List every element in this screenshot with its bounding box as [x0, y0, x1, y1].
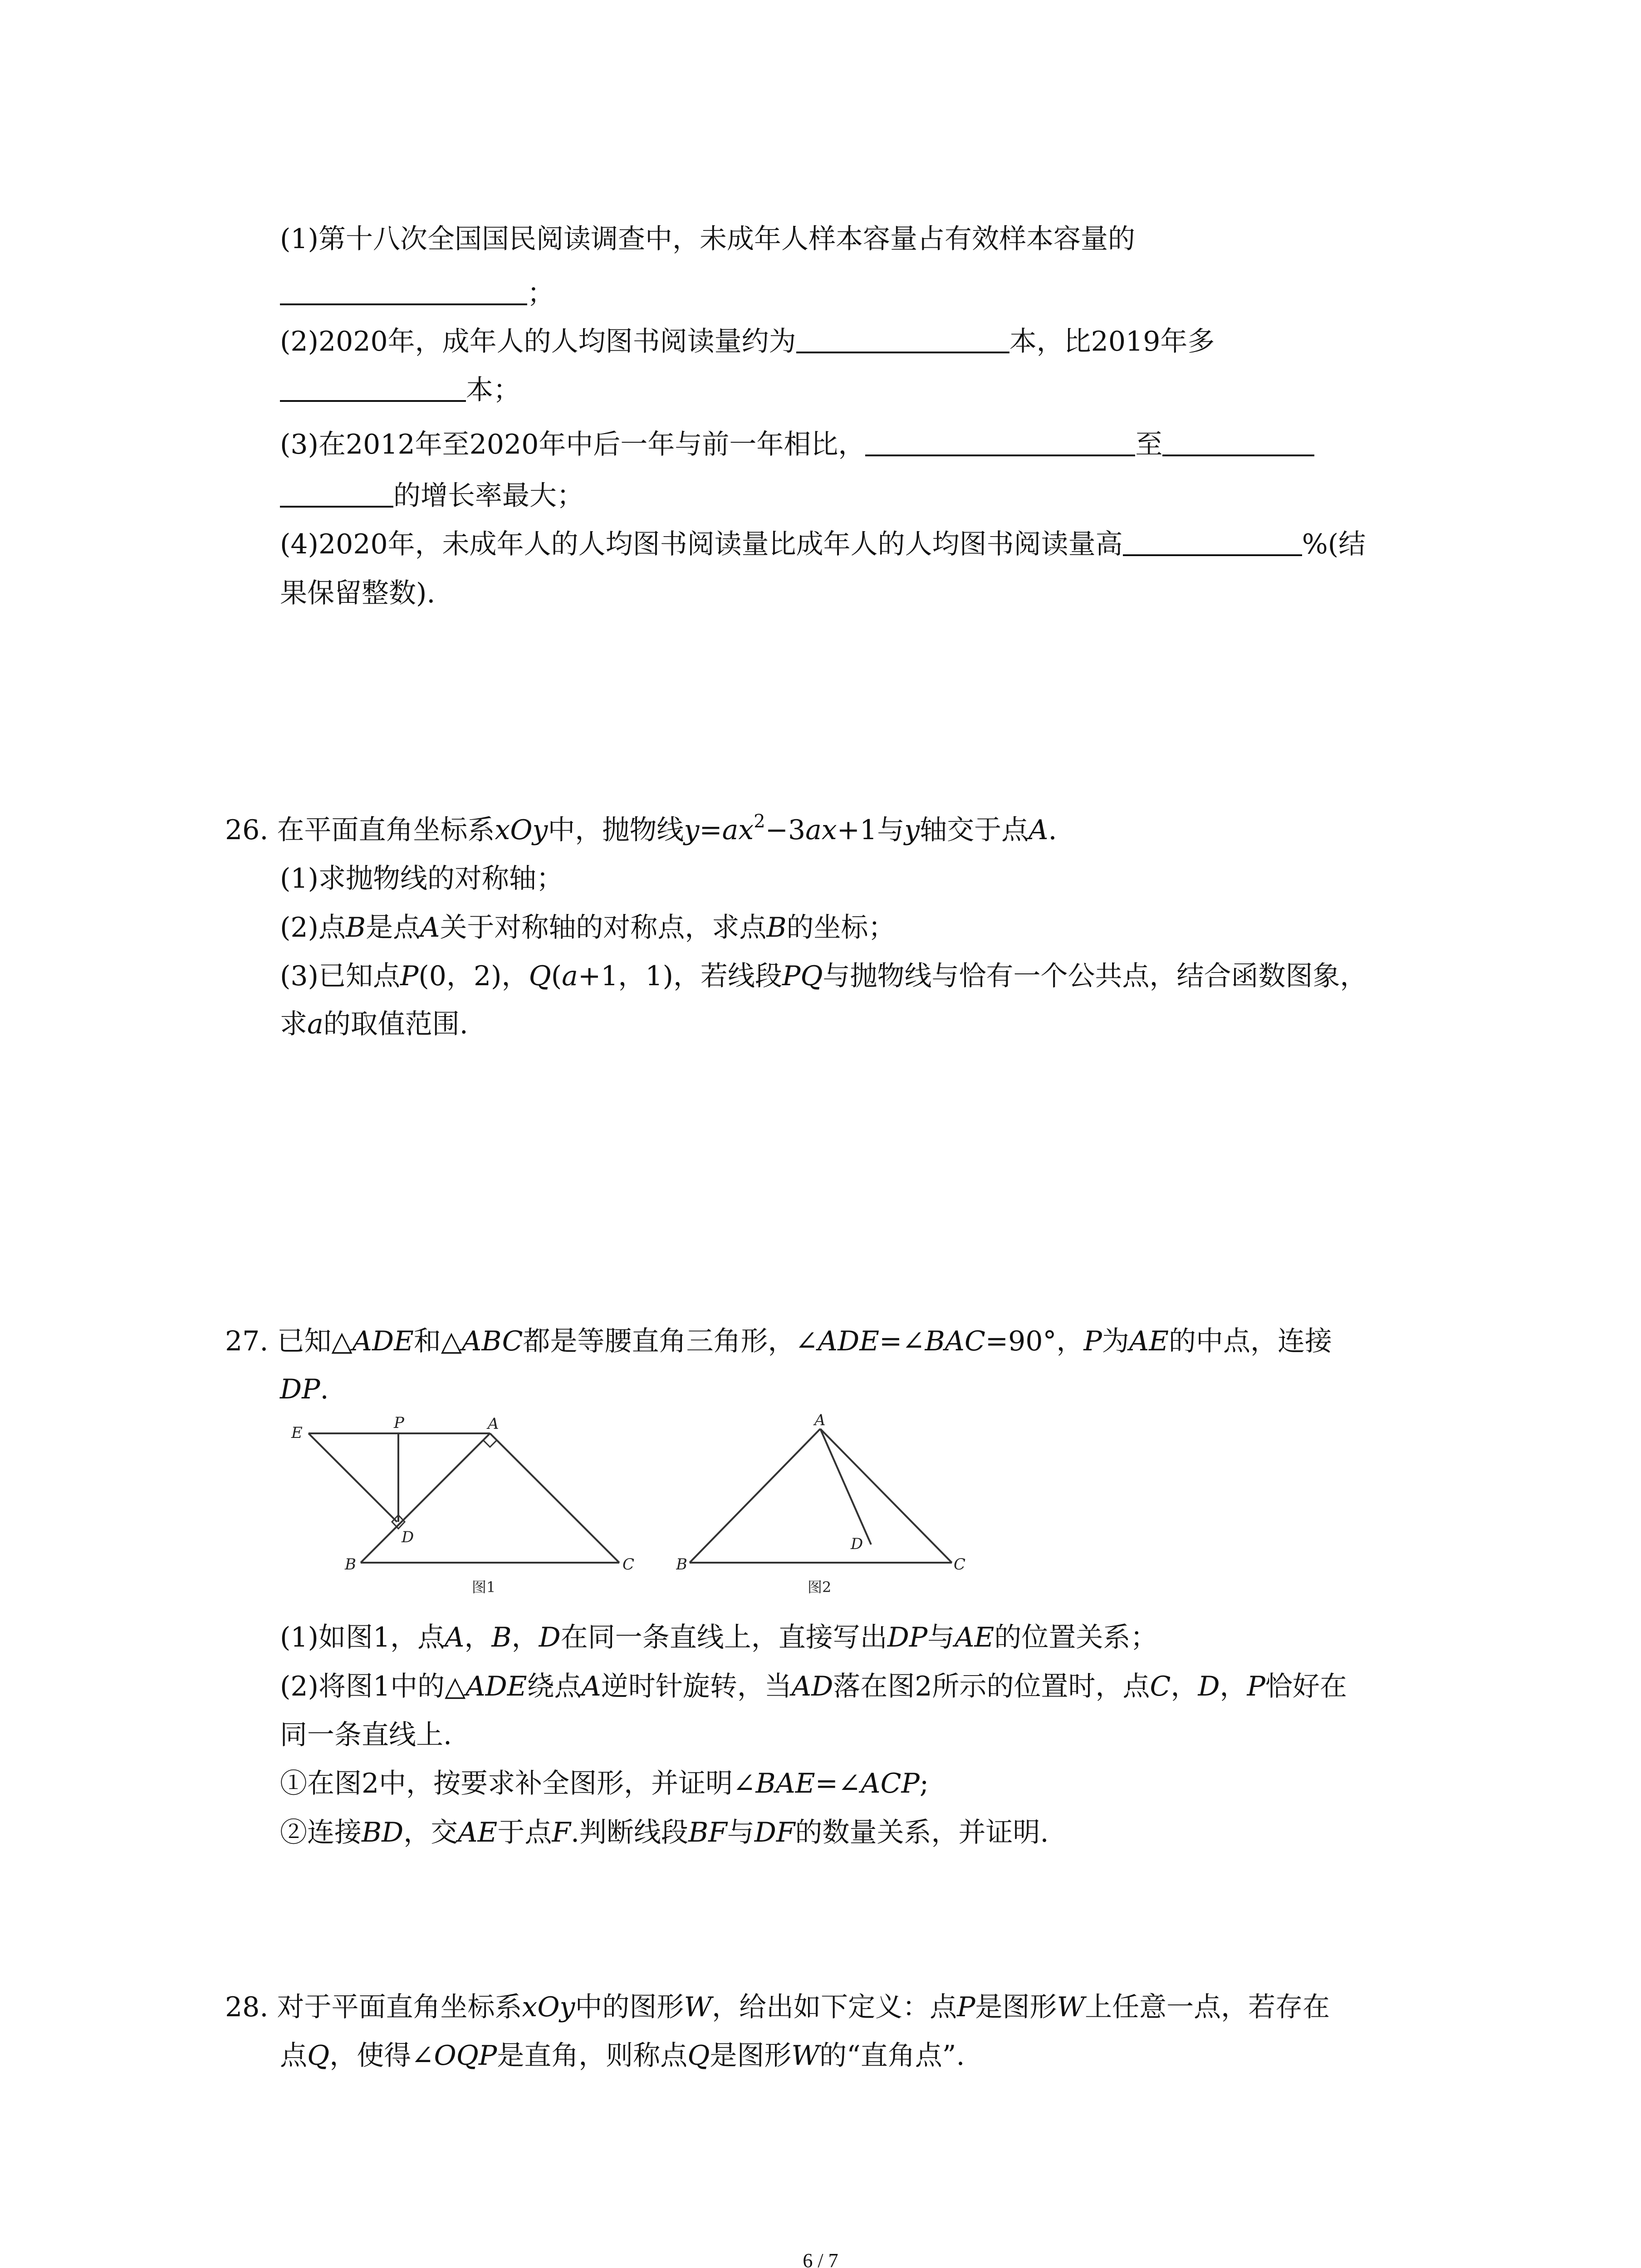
text: 的“直角点”.	[819, 2040, 965, 2072]
text: 是图形	[710, 2040, 792, 2072]
q25-part2-text-b: 本，比2019年多	[1009, 326, 1215, 357]
math-var: y	[904, 814, 920, 846]
math-var: P	[957, 1991, 975, 2023]
q25-part3-cont	[280, 480, 584, 512]
text: .	[320, 1374, 329, 1405]
text: 与	[927, 1622, 955, 1653]
label-C: C	[954, 1555, 966, 1574]
math-var: P	[1247, 1671, 1265, 1702]
q26-stem	[225, 811, 1057, 846]
math-var: AE	[458, 1817, 498, 1848]
q27-stem	[225, 1325, 1332, 1357]
text: 恰好在	[1265, 1671, 1347, 1702]
label-D: D	[851, 1535, 863, 1553]
math-var: xOy	[522, 1991, 575, 2023]
text: (2)将图1中的△	[280, 1671, 466, 1702]
question-number: 26.	[225, 814, 269, 846]
math-var: ax	[805, 814, 837, 846]
q25-part3-text-b: 至	[1135, 429, 1163, 460]
segment-AC	[820, 1429, 952, 1563]
math-var: Q	[529, 960, 551, 992]
text: 的数量关系，并证明.	[795, 1817, 1049, 1848]
q25-part4-cont	[280, 577, 436, 609]
text: 同一条直线上.	[280, 1719, 452, 1751]
q27-stem-cont	[280, 1376, 329, 1403]
answer-blank[interactable]	[1162, 431, 1314, 456]
q25-part2	[280, 328, 1215, 355]
answer-blank[interactable]	[280, 482, 393, 508]
segment-AC	[490, 1433, 619, 1563]
math-var: P	[1083, 1325, 1102, 1357]
text: 的坐标；	[786, 912, 896, 943]
answer-blank[interactable]	[796, 328, 1009, 353]
math-var: F	[552, 1817, 571, 1848]
text: 点	[280, 2040, 307, 2072]
q25-part1-end: ；	[527, 278, 554, 309]
text: 和△	[413, 1325, 462, 1357]
math-var: P	[400, 960, 419, 992]
math-var: ADE	[352, 1325, 414, 1357]
math-var: a	[307, 1008, 323, 1040]
math-var: B	[346, 912, 366, 943]
text: 落在图2所示的位置时，点	[833, 1671, 1150, 1702]
text: 是直角，则称点	[497, 2040, 688, 2072]
question-number: 27.	[225, 1325, 269, 1357]
exponent: 2	[754, 811, 765, 832]
text: 是点	[366, 912, 421, 943]
math-var: Q	[307, 2040, 330, 2072]
math-var: PQ	[782, 960, 823, 992]
q26-part1	[280, 865, 563, 892]
math-var: DF	[754, 1817, 795, 1848]
text: ，使得∠	[329, 2040, 434, 2072]
text: ，给出如下定义：点	[712, 1991, 957, 2023]
text: +1与	[837, 814, 905, 846]
math-var: AD	[791, 1671, 833, 1702]
label-D: D	[402, 1528, 414, 1546]
math-var: ADE	[818, 1325, 880, 1357]
text: 在平面直角坐标系	[277, 814, 495, 846]
answer-blank[interactable]	[865, 431, 1135, 456]
text: (1)求抛物线的对称轴；	[280, 863, 563, 894]
math-var: Q	[687, 2040, 710, 2072]
q26-part3	[280, 960, 1367, 992]
segment-ED	[309, 1433, 397, 1522]
text: ①在图2中，按要求补全图形，并证明∠	[280, 1768, 756, 1799]
text: ，	[511, 1622, 539, 1653]
text: (1)如图1，点	[280, 1622, 445, 1653]
q25-part4-text-b: %(结	[1302, 528, 1366, 560]
math-var: BD	[362, 1817, 404, 1848]
text: ，	[1220, 1671, 1247, 1702]
figure-2	[676, 1411, 994, 1601]
answer-blank[interactable]	[280, 376, 466, 402]
q25-part1	[280, 225, 1135, 253]
math-var: D	[539, 1622, 561, 1653]
q28-stem	[225, 1991, 1330, 2023]
text: 绕点	[527, 1671, 582, 1702]
q27-sub1	[280, 1770, 929, 1797]
label-A: A	[488, 1415, 499, 1433]
q27-sub2	[280, 1819, 1049, 1846]
math-var: A	[1029, 814, 1048, 846]
text: =∠	[815, 1768, 861, 1799]
q25-part4	[280, 528, 1366, 560]
text: (2)点	[280, 912, 346, 943]
math-var: B	[766, 912, 787, 943]
q25-part1-answer-line	[280, 280, 554, 307]
math-var: BF	[688, 1817, 727, 1848]
q26-part3-cont	[280, 1008, 468, 1040]
text: 的位置关系；	[994, 1622, 1158, 1653]
text: ;	[919, 1768, 929, 1799]
math-var: DP	[280, 1374, 320, 1405]
text: =	[699, 814, 722, 846]
q27-part2	[280, 1673, 1347, 1700]
label-E: E	[291, 1424, 303, 1442]
q25-part1-text: (1)第十八次全国国民阅读调查中，未成年人样本容量占有效样本容量的	[280, 223, 1135, 255]
label-P: P	[394, 1414, 404, 1432]
math-var: ABC	[462, 1325, 523, 1357]
math-var: xOy	[495, 814, 548, 846]
math-var: BAE	[755, 1768, 815, 1799]
text: (0，2)，	[418, 960, 529, 992]
q25-part4-text-c: 果保留整数).	[280, 577, 436, 609]
math-var: OQP	[434, 2040, 497, 2072]
text: 的中点，连接	[1169, 1325, 1332, 1357]
math-var: D	[1198, 1671, 1220, 1702]
text: =90°，	[985, 1325, 1084, 1357]
math-var: A	[581, 1671, 601, 1702]
q25-part3	[280, 431, 1314, 458]
text: ，	[464, 1622, 492, 1653]
text: 与	[727, 1817, 754, 1848]
q27-part1	[280, 1624, 1157, 1651]
math-var: W	[1057, 1991, 1085, 2023]
text: −3	[765, 814, 806, 846]
text: ，	[1171, 1671, 1198, 1702]
math-var: DP	[887, 1622, 928, 1653]
figure-1	[281, 1411, 644, 1601]
q26-part2	[280, 914, 896, 941]
segment-AB	[690, 1429, 820, 1563]
math-var: A	[445, 1622, 465, 1653]
text: .判断线段	[570, 1817, 689, 1848]
text: .	[1048, 814, 1057, 846]
text: 对于平面直角坐标系	[277, 1991, 522, 2023]
text: =∠	[879, 1325, 925, 1357]
text: +1，1)，若线段	[578, 960, 782, 992]
math-var: AE	[955, 1622, 994, 1653]
q27-part2-cont	[280, 1721, 452, 1749]
q25-part2-text-c: 本；	[466, 374, 520, 406]
math-var: ax	[722, 814, 754, 846]
figure-2-caption: 图2	[808, 1579, 832, 1596]
text: (	[551, 960, 562, 992]
math-var: ADE	[465, 1671, 527, 1702]
math-var: AE	[1129, 1325, 1169, 1357]
text: 的取值范围.	[323, 1008, 468, 1040]
question-number: 28.	[225, 1991, 269, 2023]
label-A: A	[814, 1411, 826, 1429]
text: (3)已知点	[280, 960, 400, 992]
right-angle-mark-A	[483, 1440, 497, 1447]
math-var: y	[684, 814, 700, 846]
text: 都是等腰直角三角形，∠	[523, 1325, 818, 1357]
text: 关于对称轴的对称点，求点	[440, 912, 767, 943]
math-var: BAC	[925, 1325, 985, 1357]
math-var: C	[1150, 1671, 1171, 1702]
math-var: W	[684, 1991, 712, 2023]
math-var: A	[420, 912, 440, 943]
text: 轴交于点	[920, 814, 1029, 846]
answer-blank[interactable]	[280, 280, 527, 305]
text: 为	[1102, 1325, 1129, 1357]
math-var: a	[562, 960, 578, 992]
text: 上任意一点，若存在	[1085, 1991, 1330, 2023]
text: 是图形	[975, 1991, 1057, 2023]
q25-part3-text-c: 的增长率最大；	[393, 480, 584, 512]
answer-blank[interactable]	[1123, 531, 1302, 556]
q28-stem-cont	[280, 2040, 965, 2072]
figure-1-caption: 图1	[472, 1579, 496, 1596]
text: 求	[280, 1008, 307, 1040]
text: 逆时针旋转，当	[601, 1671, 792, 1702]
math-var: W	[791, 2040, 820, 2072]
page-number: 6 / 7	[803, 2249, 838, 2268]
text: 于点	[497, 1817, 552, 1848]
text: ②连接	[280, 1817, 362, 1848]
label-B: B	[676, 1555, 687, 1574]
text: 与抛物线与恰有一个公共点，结合函数图象，	[823, 960, 1367, 992]
math-var: B	[491, 1622, 512, 1653]
q25-part3-text-a: (3)在2012年至2020年中后一年与前一年相比，	[280, 429, 866, 460]
q25-part4-text-a: (4)2020年，未成年人的人均图书阅读量比成年人的人均图书阅读量高	[280, 528, 1123, 560]
q25-part2-text-a: (2)2020年，成年人的人均图书阅读量约为	[280, 326, 796, 357]
math-var: ACP	[861, 1768, 920, 1799]
text: 中，抛物线	[548, 814, 684, 846]
text: 中的图形	[575, 1991, 684, 2023]
segment-AD	[820, 1429, 871, 1545]
text: ，交	[403, 1817, 458, 1848]
q25-part2-cont	[280, 376, 520, 404]
text: 在同一条直线上，直接写出	[560, 1622, 887, 1653]
label-B: B	[345, 1555, 356, 1574]
label-C: C	[622, 1555, 635, 1574]
text: 已知△	[277, 1325, 353, 1357]
segment-AB	[361, 1433, 490, 1563]
